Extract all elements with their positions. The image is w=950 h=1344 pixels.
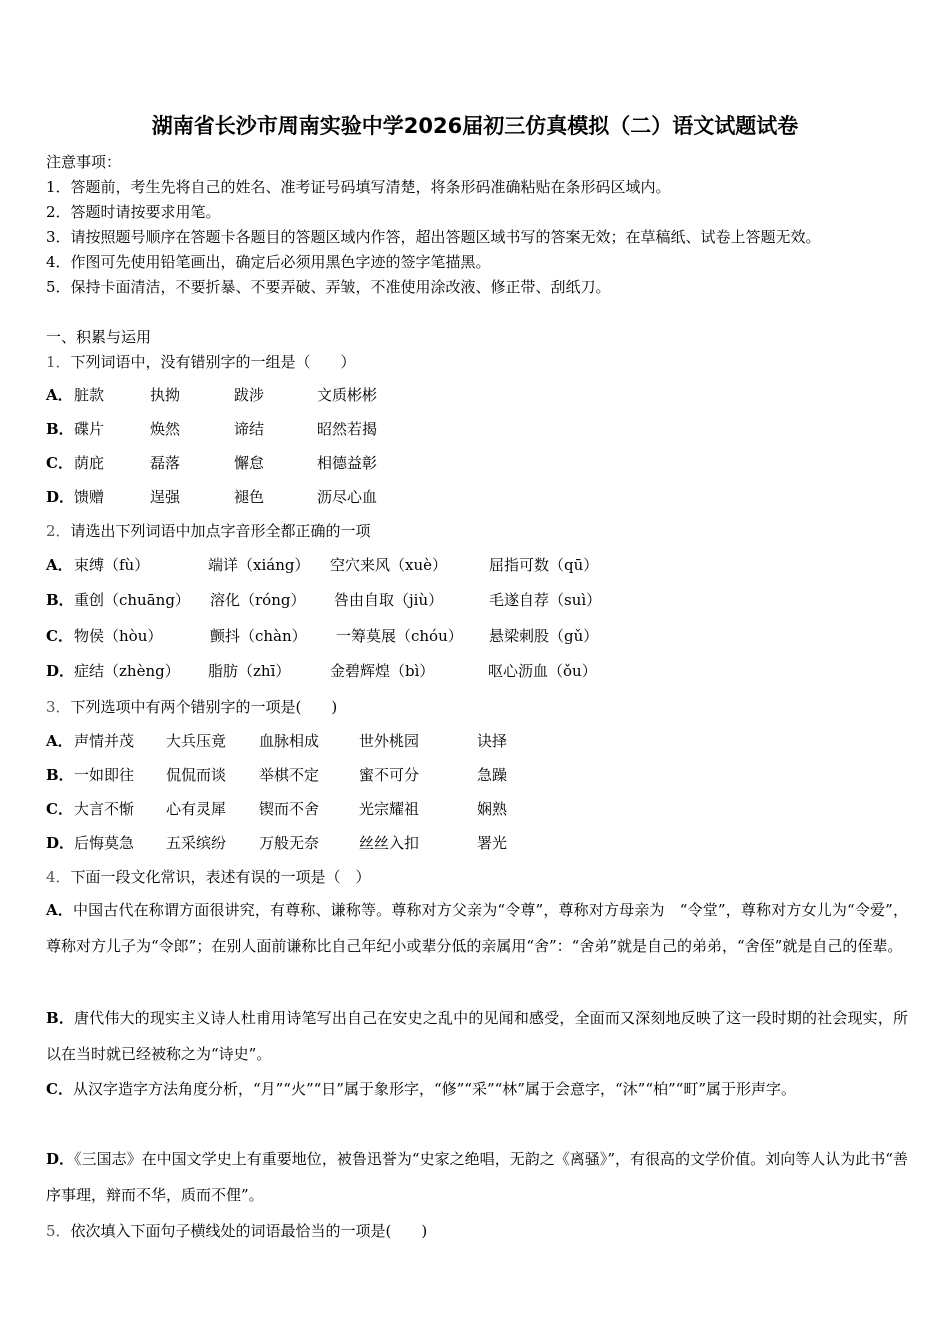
option-label: B．	[46, 766, 74, 784]
option-word: 后悔莫急	[74, 834, 135, 852]
option-word: 磊落	[150, 454, 181, 472]
option-label: D．	[46, 662, 75, 680]
question-number: 3．	[46, 698, 71, 716]
notice-item: 1．答题前，考生先将自己的姓名、准考证号码填写清楚，将条形码准确粘贴在条形码区域内。	[46, 178, 671, 196]
notice-item: 5．保持卡面清洁，不要折暴、不要弄破、弄皱，不准使用涂改液、修正带、刮纸刀。	[46, 278, 611, 296]
option-text: 中国古代在称谓方面很讲究，有尊称、谦称等。尊称对方父亲为“令尊”，尊称对方母亲为 “令堂”，尊称对方女儿为“令爱”，尊称对方儿子为“令郎”；在别人面前谦称比自己年纪小或辈分低的亲属用“舍”：“舍弟”就是自己的弟弟，“舍侄”就是自己的侄辈。	[46, 901, 908, 955]
option-word: 悬梁刺股（gǔ）	[489, 627, 599, 645]
option-word: 荫庇	[74, 454, 105, 472]
option-label: A．	[46, 901, 73, 919]
option-label: D．	[46, 834, 75, 852]
option-text: 唐代伟大的现实主义诗人杜甫用诗笔写出自己在安史之乱中的见闻和感受，全面而又深刻地反映了这一段时期的社会现实，所以在当时就已经被称之为“诗史”。	[46, 1009, 908, 1063]
option-word: 一筹莫展（chóu）	[336, 627, 463, 645]
option-label: B．	[46, 591, 74, 609]
option-label: B．	[46, 1009, 75, 1027]
q4-option-c[interactable]	[46, 1071, 908, 1107]
option-word: 咎由自取（jiù）	[334, 591, 444, 609]
option-word: 急躁	[477, 766, 508, 784]
option-word: 声情并茂	[74, 732, 135, 750]
option-word: 执拗	[150, 386, 181, 404]
question-number: 5．	[46, 1222, 71, 1240]
question-number: 2．	[46, 522, 71, 540]
option-word: 金碧辉煌（bì）	[330, 662, 435, 680]
option-label: D．	[46, 1150, 75, 1168]
option-word: 文质彬彬	[317, 386, 378, 404]
option-word: 颤抖（chàn）	[210, 627, 307, 645]
option-word: 褪色	[234, 488, 265, 506]
option-word: 锲而不舍	[259, 800, 320, 818]
option-label: C．	[46, 800, 73, 818]
notice-heading: 注意事项：	[46, 153, 122, 171]
option-word: 侃侃而谈	[166, 766, 227, 784]
notice-item: 4．作图可先使用铅笔画出，确定后必须用黑色字迹的签字笔描黑。	[46, 253, 491, 271]
option-label: C．	[46, 1080, 73, 1098]
question-1	[46, 352, 356, 372]
question-number: 1．	[46, 353, 71, 371]
option-word: 相德益彰	[317, 454, 378, 472]
option-word: 谛结	[234, 420, 265, 438]
option-label: C．	[46, 627, 73, 645]
option-word: 逞强	[150, 488, 181, 506]
option-text: 从汉字造字方法角度分析，“月”“火”“日”属于象形字，“修”“采”“林”属于会意字，“沐”“柏”“町”属于形声字。	[72, 1080, 796, 1098]
q4-option-a[interactable]	[46, 892, 908, 964]
option-word: 症结（zhèng）	[74, 662, 180, 680]
question-5	[46, 1221, 427, 1241]
option-word: 诀择	[477, 732, 508, 750]
option-word: 端详（xiáng）	[208, 556, 310, 574]
option-word: 碟片	[74, 420, 105, 438]
option-word: 跋涉	[234, 386, 265, 404]
option-word: 毛遂自荐（suì）	[489, 591, 602, 609]
option-word: 蜜不可分	[359, 766, 420, 784]
option-word: 空穴来风（xuè）	[330, 556, 447, 574]
option-text: 《三国志》在中国文学史上有重要地位，被鲁迅誉为“史家之绝唱，无韵之《离骚》”，有很高的文学价值。刘向等人认为此书“善序事理，辩而不华，质而不俚”。	[46, 1150, 908, 1204]
option-word: 呕心沥血（ǒu）	[488, 662, 597, 680]
option-word: 焕然	[150, 420, 181, 438]
option-word: 懈怠	[234, 454, 265, 472]
option-word: 心有灵犀	[166, 800, 227, 818]
question-3	[46, 697, 337, 717]
option-word: 重创（chuāng）	[74, 591, 190, 609]
question-stem: 下面一段文化常识，表述有误的一项是（ ）	[70, 868, 371, 886]
option-word: 脂肪（zhī）	[208, 662, 291, 680]
option-word: 沥尽心血	[317, 488, 378, 506]
question-2	[46, 521, 371, 541]
option-word: 举棋不定	[259, 766, 320, 784]
q4-option-d[interactable]	[46, 1141, 908, 1213]
option-label: C．	[46, 454, 73, 472]
option-word: 万般无奈	[259, 834, 320, 852]
page-title: 湖南省长沙市周南实验中学2026届初三仿真模拟（二）语文试题试卷	[151, 114, 799, 138]
option-word: 物侯（hòu）	[74, 627, 163, 645]
option-word: 署光	[477, 834, 508, 852]
option-label: A．	[46, 732, 73, 750]
option-word: 馈赠	[74, 488, 105, 506]
question-stem: 下列选项中有两个错别字的一项是( )	[70, 698, 338, 716]
question-stem: 下列词语中，没有错别字的一组是（ ）	[70, 353, 356, 371]
notice-item: 2．答题时请按要求用笔。	[46, 203, 221, 221]
notice-item: 3．请按照题号顺序在答题卡各题目的答题区域内作答，超出答题区域书写的答案无效；在草稿纸、试卷上答题无效。	[46, 228, 821, 246]
question-number: 4．	[46, 868, 71, 886]
option-label: D．	[46, 488, 75, 506]
option-word: 屈指可数（qū）	[489, 556, 599, 574]
question-stem: 请选出下列词语中加点字音形全都正确的一项	[70, 522, 371, 540]
option-word: 大言不惭	[74, 800, 135, 818]
question-stem: 依次填入下面句子横线处的词语最恰当的一项是( )	[70, 1222, 428, 1240]
option-word: 束缚（fù）	[74, 556, 150, 574]
q4-option-b[interactable]	[46, 1000, 908, 1072]
option-word: 血脉相成	[259, 732, 320, 750]
question-4	[46, 867, 371, 887]
option-word: 脏款	[74, 386, 105, 404]
option-label: A．	[46, 556, 73, 574]
option-word: 大兵压竟	[166, 732, 227, 750]
option-word: 溶化（róng）	[210, 591, 306, 609]
section-heading: 一、积累与运用	[46, 328, 152, 346]
option-word: 光宗耀祖	[359, 800, 420, 818]
option-label: A．	[46, 386, 73, 404]
option-label: B．	[46, 420, 74, 438]
option-word: 五采缤纷	[166, 834, 227, 852]
option-word: 一如即往	[74, 766, 135, 784]
option-word: 昭然若揭	[317, 420, 378, 438]
option-word: 娴熟	[477, 800, 508, 818]
option-word: 世外桃园	[359, 732, 420, 750]
option-word: 丝丝入扣	[359, 834, 420, 852]
